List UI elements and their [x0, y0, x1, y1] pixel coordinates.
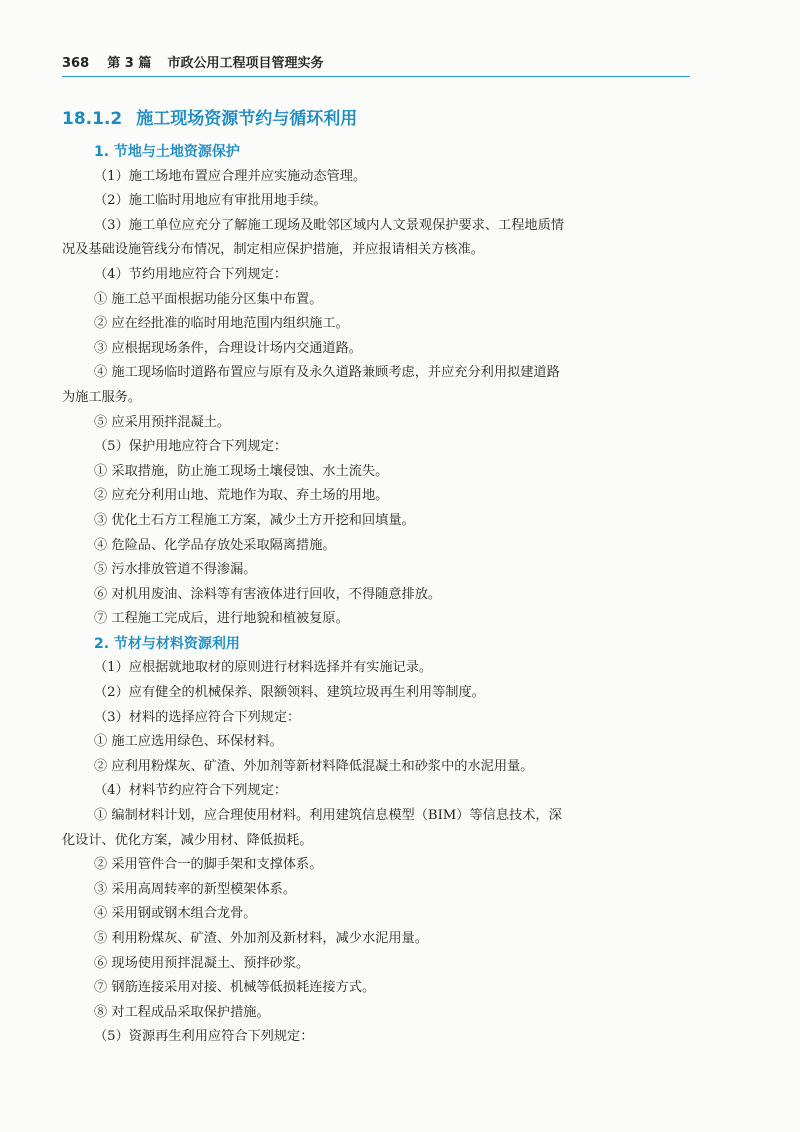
section-heading	[62, 104, 357, 129]
paragraph-line: ② 应在经批准的临时用地范围内组织施工。	[94, 316, 349, 332]
paragraph-line: ⑧ 对工程成品采取保护措施。	[94, 1004, 270, 1020]
running-header	[62, 52, 690, 71]
paragraph-line: （5）保护用地应符合下列规定：	[94, 439, 288, 455]
paragraph-line: ⑤ 污水排放管道不得渗漏。	[94, 562, 257, 578]
paragraph-line: 化设计、优化方案，减少用材、降低损耗。	[62, 832, 313, 848]
paragraph-line: （5）资源再生利用应符合下列规定：	[94, 1029, 314, 1045]
paragraph-line: （1）应根据就地取材的原则进行材料选择并有实施记录。	[94, 660, 433, 676]
paragraph-line: ④ 危险品、化学品存放处采取隔离措施。	[94, 537, 336, 553]
paragraph-line: ② 应充分利用山地、荒地作为取、弃土场的用地。	[94, 488, 389, 504]
paragraph-line: （4）节约用地应符合下列规定：	[94, 266, 288, 282]
section-title: 施工现场资源节约与循环利用	[136, 109, 358, 129]
paragraph-line: ⑥ 对机用废油、涂料等有害液体进行回收，不得随意排放。	[94, 586, 442, 602]
paragraph-line: ④ 施工现场临时道路布置应与原有及永久道路兼顾考虑，并应充分利用拟建道路	[94, 365, 560, 381]
paragraph-line: （2）施工临时用地应有审批用地手续。	[94, 193, 327, 209]
subsection-heading: 1. 节地与土地资源保护	[94, 144, 240, 160]
header-rule	[62, 76, 690, 77]
part-label: 第 3 篇	[107, 56, 152, 71]
paragraph-line: ③ 优化土石方工程施工方案，减少土方开挖和回填量。	[94, 512, 415, 528]
section-number: 18.1.2	[62, 109, 123, 129]
paragraph-line: ① 编制材料计划，应合理使用材料。利用建筑信息模型（BIM）等信息技术，深	[94, 808, 562, 824]
paragraph-line: 为施工服务。	[62, 389, 142, 405]
paragraph-line: ⑤ 应采用预拌混凝土。	[94, 414, 231, 430]
paragraph-line: （2）应有健全的机械保养、限额领料、建筑垃圾再生利用等制度。	[94, 685, 485, 701]
paragraph-line: （3）材料的选择应符合下列规定：	[94, 709, 301, 725]
paragraph-line: ① 采取措施，防止施工现场土壤侵蚀、水土流失。	[94, 463, 389, 479]
paragraph-line: ④ 采用钢或钢木组合龙骨。	[94, 906, 257, 922]
paragraph-line: ② 应利用粉煤灰、矿渣、外加剂等新材料降低混凝土和砂浆中的水泥用量。	[94, 758, 534, 774]
paragraph-line: ① 施工总平面根据功能分区集中布置。	[94, 291, 323, 307]
body-text	[62, 140, 692, 1050]
subsection-heading: 2. 节材与材料资源利用	[94, 635, 240, 652]
paragraph-line: 况及基础设施管线分布情况，制定相应保护措施，并应报请相关方核准。	[62, 242, 484, 258]
paragraph-line: ⑤ 利用粉煤灰、矿渣、外加剂及新材料，减少水泥用量。	[94, 931, 428, 946]
paragraph-line: ③ 采用高周转率的新型模架体系。	[94, 881, 297, 897]
paragraph-line: （3）施工单位应充分了解施工现场及毗邻区域内人文景观保护要求、工程地质情	[94, 217, 564, 233]
paragraph-line: ⑥ 现场使用预拌混凝土、预拌砂浆。	[94, 955, 310, 971]
paragraph-line: ⑦ 钢筋连接采用对接、机械等低损耗连接方式。	[94, 980, 376, 996]
book-title: 市政公用工程项目管理实务	[167, 56, 324, 71]
paragraph-line: （4）材料节约应符合下列规定：	[94, 783, 288, 799]
page-number: 368	[62, 56, 90, 71]
paragraph-line: ① 施工应选用绿色、环保材料。	[94, 734, 283, 750]
paragraph-line: ② 采用管件合一的脚手架和支撑体系。	[94, 857, 323, 873]
paragraph-line: ⑦ 工程施工完成后，进行地貌和植被复原。	[94, 611, 349, 627]
paragraph-line: ③ 应根据现场条件，合理设计场内交通道路。	[94, 340, 362, 356]
paragraph-line: （1）施工场地布置应合理并应实施动态管理。	[94, 168, 367, 184]
